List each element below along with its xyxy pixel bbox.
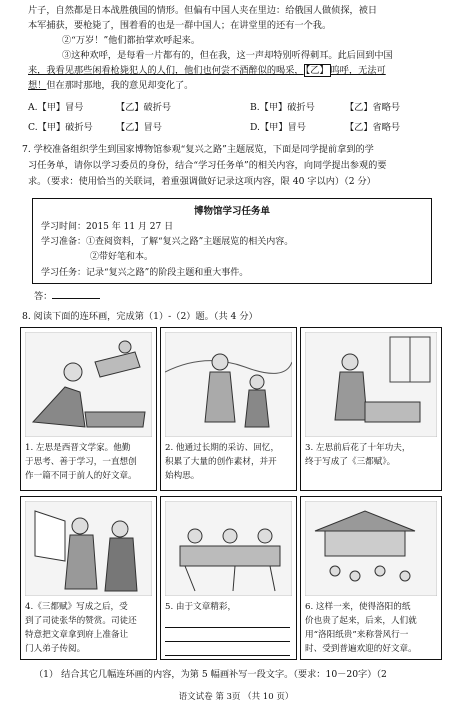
page-footer: 语文试卷 第 3页 （共 10 页） <box>178 692 294 702</box>
passage-line-5 <box>28 64 386 77</box>
caption-5-blank-3[interactable] <box>165 655 290 656</box>
comic-panel-3 <box>300 327 442 491</box>
caption-6-line-1: 6. 这样一来，使得洛阳的纸 <box>305 602 411 612</box>
comic-panel-6 <box>300 496 442 660</box>
panel-5-illustration <box>165 501 292 596</box>
passage-line-2: 本军捕获，要枪毙了，围着看的也是一群中国人；在讲堂里的还有一个我。 <box>28 20 332 31</box>
caption-1-line-3: 作一篇不同于前人的好文章。 <box>25 471 137 481</box>
option-b[interactable]: B.【甲】破折号 <box>250 102 315 113</box>
option-b-second: 【乙】省略号 <box>345 102 401 113</box>
caption-5-blank-2[interactable] <box>165 641 290 642</box>
caption-3-line-1: 3. 左思前后花了十年功夫， <box>305 443 411 453</box>
underlined-text: 呜呼，无法可 <box>330 65 386 76</box>
passage-line-1: 片子，自然都是日本战胜俄国的情形。但偏有中国人夹在里边：给俄国人做侦探，被日 <box>28 5 378 16</box>
option-a-second: 【乙】破折号 <box>116 102 172 113</box>
caption-1-line-2: 于思考、善于学习，一直想创 <box>25 457 137 467</box>
option-d[interactable]: D.【甲】冒号 <box>250 122 306 133</box>
blank-yi: 【乙】 <box>305 65 329 76</box>
panel-1-illustration <box>25 332 152 437</box>
option-d-second: 【乙】省略号 <box>345 122 401 133</box>
caption-3-line-2: 终于写成了《三都赋》。 <box>305 457 396 467</box>
option-a[interactable]: A.【甲】冒号 <box>28 102 84 113</box>
caption-4-line-2: 到了司徒张华的赞赏。司徒还 <box>25 616 137 626</box>
caption-4-line-4: 门人弟子传阅。 <box>25 644 86 654</box>
caption-4-line-1: 4.《三都赋》写成之后，受 <box>25 602 128 612</box>
caption-5-line-1: 5. 由于文章精彩， <box>165 602 237 612</box>
task-sheet-prep-2: ②带好笔和本。 <box>90 252 154 262</box>
q8-title: 8. 阅读下面的连环画，完成第（1）-（2）题。（共 4 分） <box>22 311 258 322</box>
option-c[interactable]: C.【甲】破折号 <box>28 122 93 133</box>
q7-line-1: 7. 学校准备组织学生到国家博物馆参观“复兴之路”主题展览，下面是同学提前拿到的学 <box>22 144 374 155</box>
caption-6-line-4: 时、受到普遍欢迎的好文章。 <box>305 644 417 654</box>
passage-line-3: ②“万岁！”他们都拍掌欢呼起来。 <box>62 35 201 46</box>
task-sheet-title: 博物馆学习任务单 <box>193 206 270 217</box>
comic-panel-4 <box>20 496 157 660</box>
panel-4-illustration <box>25 501 152 596</box>
comic-panel-5 <box>160 496 297 660</box>
passage-line-6 <box>28 79 193 92</box>
answer-label: 答： <box>34 291 53 302</box>
caption-2-line-1: 2. 他通过长期的采访、回忆， <box>165 443 280 453</box>
q8-sub-1: （1） 结合其它几幅连环画的内容，为第 5 幅画补写一段文字。（要求：10－20字）（2 <box>34 669 387 680</box>
task-sheet-time: 学习时间：2015 年 11 月 27 日 <box>41 222 174 232</box>
caption-1-line-1: 1. 左思是西晋文学家。他勤 <box>25 443 131 453</box>
caption-2-line-3: 始构思。 <box>165 471 200 481</box>
comic-panel-1 <box>20 327 157 491</box>
answer-blank[interactable] <box>52 298 100 299</box>
caption-6-line-3: 用“洛阳纸贵”来称誉风行一 <box>305 630 409 640</box>
comic-panel-2 <box>160 327 297 491</box>
task-sheet-box <box>32 198 432 284</box>
underlined-text: 来，我看见那些闲看枪毙犯人的人们，他们也何尝不酒醉似的喝采， <box>28 65 304 76</box>
passage-text: 但在那时那地，我的意见却变化了。 <box>46 80 194 91</box>
caption-2-line-2: 积累了大量的创作素材，并开 <box>165 457 277 467</box>
caption-6-line-2: 价也贵了起来，后来，人们就 <box>305 616 417 626</box>
task-sheet-prep-1: 学习准备：①查阅资料，了解“复兴之路”主题展览的相关内容。 <box>41 237 294 247</box>
caption-5-blank-1[interactable] <box>165 627 290 628</box>
q7-line-3: 求。（要求：使用恰当的关联词，着重强调做好记录这项内容，限 40 字以内）（2 分） <box>28 176 376 187</box>
panel-3-illustration <box>305 332 437 437</box>
q7-line-2: 习任务单，请你以学习委员的身份，结合“学习任务单”的相关内容，向同学提出参观的要 <box>28 160 387 171</box>
panel-2-illustration <box>165 332 292 437</box>
underlined-text: 想！ <box>28 80 47 91</box>
option-c-second: 【乙】冒号 <box>116 122 162 133</box>
passage-line-4: ③这种欢呼，是每看一片都有的，但在我，这一声却特别听得刺耳。此后回到中国 <box>62 50 393 61</box>
task-sheet-task: 学习任务：记录“复兴之路”的阶段主题和重大事件。 <box>41 268 249 278</box>
caption-4-line-3: 特意把文章拿到府上准备让 <box>25 630 129 640</box>
panel-6-illustration <box>305 501 437 596</box>
q7-answer[interactable] <box>34 290 100 303</box>
